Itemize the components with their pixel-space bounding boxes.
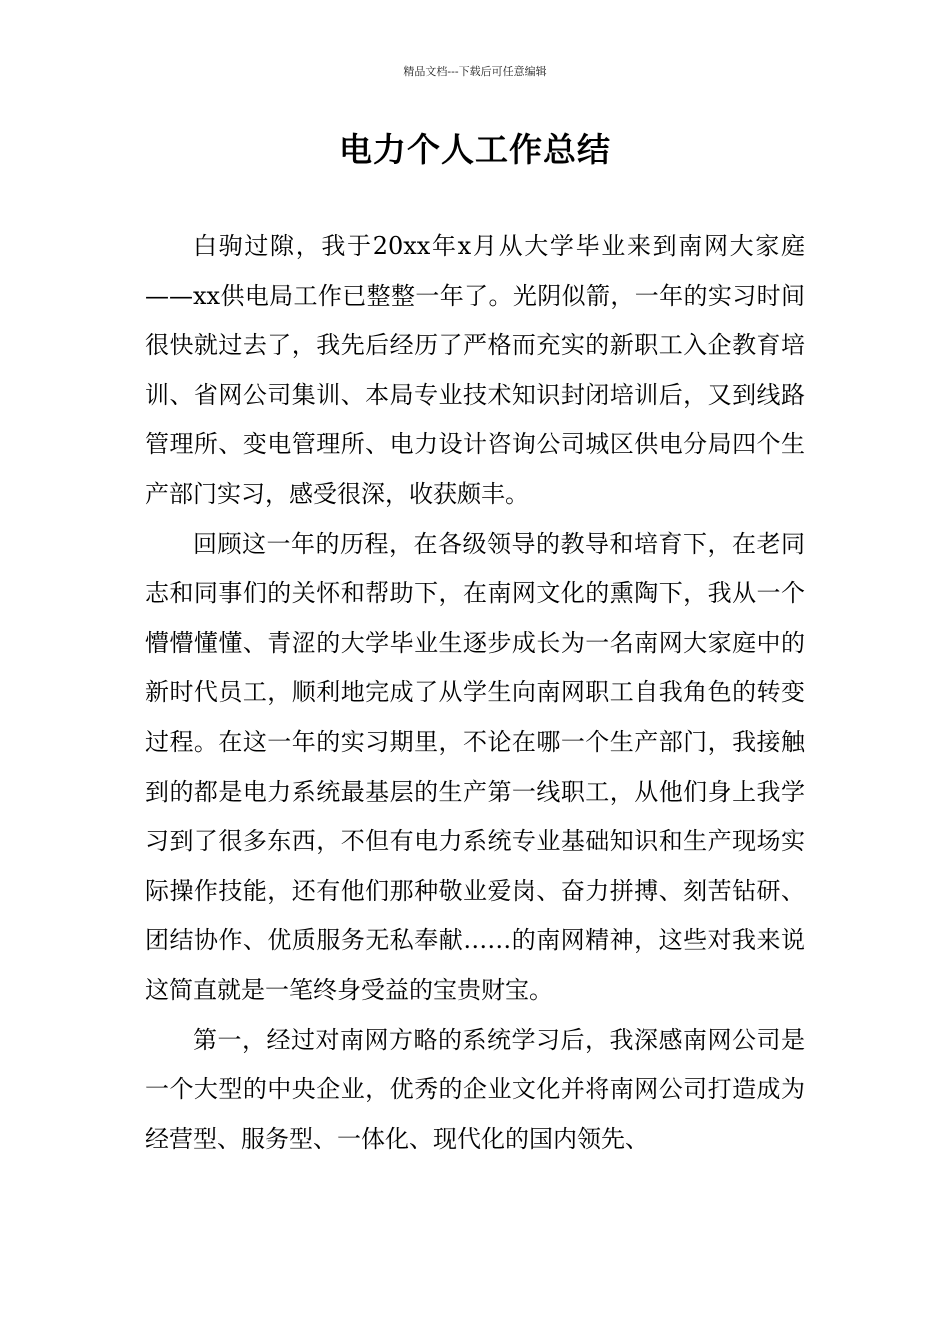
paragraph-3: 第一，经过对南网方略的系统学习后，我深感南网公司是一个大型的中央企业，优秀的企业文化并将南网公司打造成为经营型、服务型、一体化、现代化的国内领先、 <box>145 1025 805 1153</box>
paragraph-1: 白驹过隙，我于20xx年x月从大学毕业来到南网大家庭——xx供电局工作已整整一年了。光阴似箭，一年的实习时间很快就过去了，我先后经历了严格而充实的新职工入企教育培训、省网公司集训、本局专业技术知识封闭培训后，又到线路管理所、变电管理所、电力设计咨询公司城区供电分局四个生产部门实习，感受很深，收获颇丰。 <box>145 232 805 508</box>
document-body <box>145 222 805 1164</box>
document-title: 电力个人工作总结 <box>339 130 611 169</box>
header-note: 精品文档---下载后可任意编辑 <box>403 65 547 78</box>
paragraph-2: 回顾这一年的历程，在各级领导的教导和培育下，在老同志和同事们的关怀和帮助下，在南网文化的熏陶下，我从一个懵懵懂懂、青涩的大学毕业生逐步成长为一名南网大家庭中的新时代员工，顺利地完成了从学生向南网职工自我角色的转变过程。在这一年的实习期里，不论在哪一个生产部门，我接触到的都是电力系统最基层的生产第一线职工，从他们身上我学习到了很多东西，不但有电力系统专业基础知识和生产现场实际操作技能，还有他们那种敬业爱岗、奋力拼搏、刻苦钻研、团结协作、优质服务无私奉献……的南网精神，这些对我来说这简直就是一笔终身受益的宝贵财宝。 <box>145 529 805 1004</box>
